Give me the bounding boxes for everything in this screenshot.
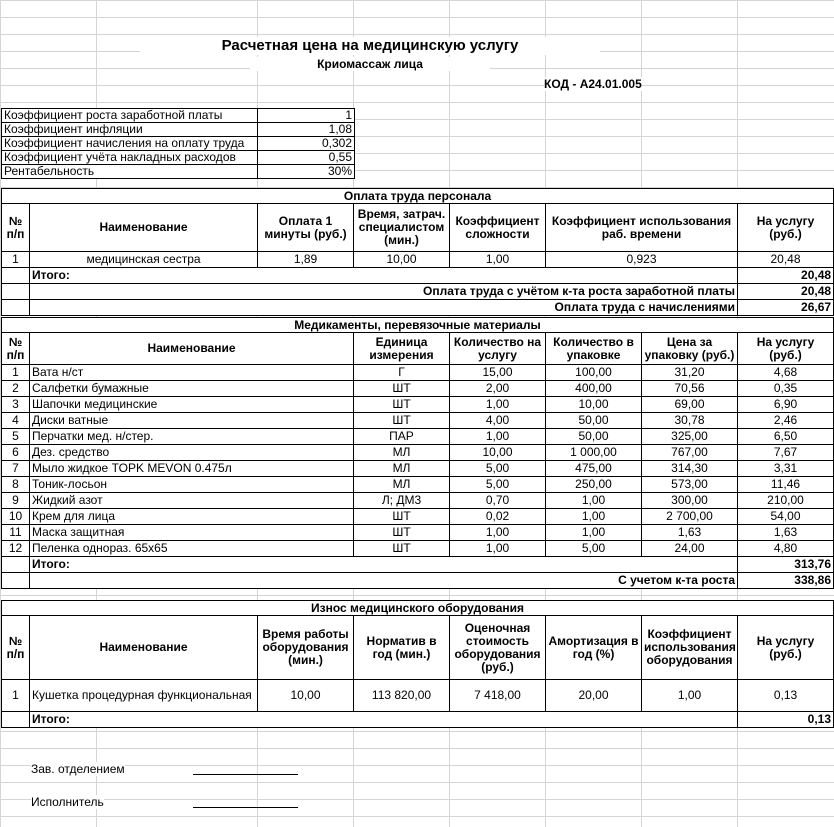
- row-pack: 1,00: [546, 525, 642, 541]
- row-number: 4: [2, 413, 30, 429]
- row-total: 3,31: [738, 461, 834, 477]
- equipment-total-label: Итого:: [30, 712, 738, 728]
- row-qty: 5,00: [450, 461, 546, 477]
- row-number: 1: [2, 252, 30, 268]
- coefficients-table: [1, 108, 355, 179]
- row-price: 573,00: [642, 477, 738, 493]
- col-number: № п/п: [2, 616, 30, 680]
- row-price: 314,30: [642, 461, 738, 477]
- row-unit: Г: [354, 365, 450, 381]
- col-name: Наименование: [30, 616, 258, 680]
- materials-total-value: 313,76: [738, 557, 834, 573]
- coef-label: Коэффициент роста заработной платы: [2, 109, 258, 123]
- col-usage: Коэффициент использования раб. времени: [546, 204, 738, 252]
- row-name: Пеленка однораз. 65х65: [30, 541, 354, 557]
- table-row: [2, 397, 834, 413]
- col-pack: Количество в упаковке: [546, 333, 642, 365]
- col-usage: Коэффициент использования оборудования: [642, 616, 738, 680]
- row-pack: 475,00: [546, 461, 642, 477]
- row-norm: 113 820,00: [354, 680, 450, 712]
- row-total: 20,48: [738, 252, 834, 268]
- row-unit: ШТ: [354, 397, 450, 413]
- row-pack: 400,00: [546, 381, 642, 397]
- col-unit: Единица измерения: [354, 333, 450, 365]
- col-cost: Оценочная стоимость оборудования (руб.): [450, 616, 546, 680]
- row-number: 12: [2, 541, 30, 557]
- row-price: 2 700,00: [642, 509, 738, 525]
- row-unit: ШТ: [354, 509, 450, 525]
- page-title: Расчетная цена на медицинскую услугу: [140, 37, 600, 55]
- row-total: 4,80: [738, 541, 834, 557]
- row-name: медицинская сестра: [30, 252, 258, 268]
- table-row: [2, 365, 834, 381]
- row-price: 300,00: [642, 493, 738, 509]
- row-rate: 1,89: [258, 252, 354, 268]
- coef-value: 0,55: [258, 151, 355, 165]
- equipment-total-value: 0,13: [738, 712, 834, 728]
- col-number: № п/п: [2, 333, 30, 365]
- row-number: 5: [2, 429, 30, 445]
- row-pack: 10,00: [546, 397, 642, 413]
- col-rate: Оплата 1 минуты (руб.): [258, 204, 354, 252]
- row-number: 8: [2, 477, 30, 493]
- coef-row: [2, 123, 355, 137]
- col-amortization: Амортизация в год (%): [546, 616, 642, 680]
- table-row: [2, 680, 834, 712]
- row-qty: 4,00: [450, 413, 546, 429]
- row-unit: МЛ: [354, 445, 450, 461]
- row-complexity: 1,00: [450, 252, 546, 268]
- col-name: Наименование: [30, 204, 258, 252]
- labor-growth-label: Оплата труда с учётом к-та роста заработной платы: [30, 284, 738, 300]
- materials-table: [1, 317, 834, 589]
- labor-section-title: Оплата труда персонала: [2, 189, 834, 204]
- row-unit: ШТ: [354, 541, 450, 557]
- table-row: [2, 541, 834, 557]
- row-unit: МЛ: [354, 477, 450, 493]
- row-total: 1,63: [738, 525, 834, 541]
- coef-row: [2, 165, 355, 179]
- coef-label: Коэффициент инфляции: [2, 123, 258, 137]
- row-name: Вата н/ст: [30, 365, 354, 381]
- col-work-time: Время работы оборудования (мин.): [258, 616, 354, 680]
- coef-value: 1: [258, 109, 355, 123]
- row-total: 0,13: [738, 680, 834, 712]
- row-total: 4,68: [738, 365, 834, 381]
- table-row: [2, 509, 834, 525]
- labor-total-value: 20,48: [738, 268, 834, 284]
- col-complexity: Коэффициент сложности: [450, 204, 546, 252]
- row-qty: 1,00: [450, 525, 546, 541]
- coef-value: 1,08: [258, 123, 355, 137]
- labor-total-label: Итого:: [30, 268, 738, 284]
- row-number: 1: [2, 680, 30, 712]
- row-total: 6,50: [738, 429, 834, 445]
- equipment-table: [1, 600, 834, 728]
- head-signature-line: [193, 774, 298, 775]
- row-unit: ШТ: [354, 525, 450, 541]
- row-work-time: 10,00: [258, 680, 354, 712]
- row-qty: 0,02: [450, 509, 546, 525]
- row-pack: 250,00: [546, 477, 642, 493]
- row-number: 1: [2, 365, 30, 381]
- table-row: [2, 525, 834, 541]
- row-name: Крем для лица: [30, 509, 354, 525]
- materials-growth-label: С учетом к-та роста: [30, 573, 738, 589]
- row-usage: 0,923: [546, 252, 738, 268]
- row-qty: 2,00: [450, 381, 546, 397]
- table-row: [2, 429, 834, 445]
- row-number: 7: [2, 461, 30, 477]
- row-name: Дез. средство: [30, 445, 354, 461]
- row-pack: 1 000,00: [546, 445, 642, 461]
- row-price: 69,00: [642, 397, 738, 413]
- row-total: 0,35: [738, 381, 834, 397]
- table-row: [2, 461, 834, 477]
- row-pack: 50,00: [546, 429, 642, 445]
- row-total: 2,46: [738, 413, 834, 429]
- service-code: КОД - А24.01.005: [544, 77, 642, 91]
- coef-label: Коэффициент начисления на оплату труда: [2, 137, 258, 151]
- row-pack: 1,00: [546, 493, 642, 509]
- executor-signature-line: [193, 807, 298, 808]
- row-price: 30,78: [642, 413, 738, 429]
- materials-growth-value: 338,86: [738, 573, 834, 589]
- coef-label: Коэффициент учёта накладных расходов: [2, 151, 258, 165]
- row-name: Перчатки мед. н/стер.: [30, 429, 354, 445]
- service-name: Криомассаж лица: [250, 57, 490, 71]
- row-number: 11: [2, 525, 30, 541]
- labor-table: [1, 188, 834, 316]
- row-qty: 15,00: [450, 365, 546, 381]
- row-name: Шапочки медицинские: [30, 397, 354, 413]
- materials-section-title: Медикаменты, перевязочные материалы: [2, 318, 834, 333]
- coef-row: [2, 151, 355, 165]
- col-qty: Количество на услугу: [450, 333, 546, 365]
- row-qty: 1,00: [450, 397, 546, 413]
- row-total: 54,00: [738, 509, 834, 525]
- col-norm: Норматив в год (мин.): [354, 616, 450, 680]
- row-pack: 50,00: [546, 413, 642, 429]
- table-row: [2, 413, 834, 429]
- col-time: Время, затрач. специалистом (мин.): [354, 204, 450, 252]
- row-qty: 10,00: [450, 445, 546, 461]
- row-price: 1,63: [642, 525, 738, 541]
- materials-total-label: Итого:: [30, 557, 738, 573]
- row-price: 767,00: [642, 445, 738, 461]
- row-number: 10: [2, 509, 30, 525]
- row-price: 31,20: [642, 365, 738, 381]
- row-price: 24,00: [642, 541, 738, 557]
- coef-row: [2, 109, 355, 123]
- row-qty: 1,00: [450, 429, 546, 445]
- row-unit: ШТ: [354, 413, 450, 429]
- coef-value: 30%: [258, 165, 355, 179]
- table-row: [2, 252, 834, 268]
- row-cost: 7 418,00: [450, 680, 546, 712]
- labor-accrual-value: 26,67: [738, 300, 834, 316]
- row-total: 11,46: [738, 477, 834, 493]
- col-price: Цена за упаковку (руб.): [642, 333, 738, 365]
- row-pack: 5,00: [546, 541, 642, 557]
- coef-label: Рентабельность: [2, 165, 258, 179]
- table-row: [2, 445, 834, 461]
- row-pack: 1,00: [546, 509, 642, 525]
- row-name: Кушетка процедурная функциональная: [30, 680, 258, 712]
- row-name: Салфетки бумажные: [30, 381, 354, 397]
- row-pack: 100,00: [546, 365, 642, 381]
- row-unit: ШТ: [354, 381, 450, 397]
- table-row: [2, 381, 834, 397]
- row-unit: ПАР: [354, 429, 450, 445]
- coef-row: [2, 137, 355, 151]
- row-usage: 1,00: [642, 680, 738, 712]
- row-amortization: 20,00: [546, 680, 642, 712]
- col-name: Наименование: [30, 333, 354, 365]
- equipment-section-title: Износ медицинского оборудования: [2, 601, 834, 616]
- labor-accrual-label: Оплата труда с начислениями: [30, 300, 738, 316]
- row-name: Тоник-лосьон: [30, 477, 354, 493]
- row-price: 325,00: [642, 429, 738, 445]
- row-qty: 1,00: [450, 541, 546, 557]
- row-number: 9: [2, 493, 30, 509]
- row-unit: Л; ДМ3: [354, 493, 450, 509]
- row-name: Маска защитная: [30, 525, 354, 541]
- table-row: [2, 477, 834, 493]
- row-name: Жидкий азот: [30, 493, 354, 509]
- labor-growth-value: 20,48: [738, 284, 834, 300]
- executor-signature-label: Исполнитель: [31, 795, 104, 809]
- row-time: 10,00: [354, 252, 450, 268]
- row-total: 7,67: [738, 445, 834, 461]
- row-name: Мыло жидкое TOPK MEVON 0.475л: [30, 461, 354, 477]
- coef-value: 0,302: [258, 137, 355, 151]
- row-qty: 5,00: [450, 477, 546, 493]
- row-number: 2: [2, 381, 30, 397]
- row-unit: МЛ: [354, 461, 450, 477]
- row-name: Диски ватные: [30, 413, 354, 429]
- head-signature-label: Зав. отделением: [31, 762, 125, 776]
- row-number: 3: [2, 397, 30, 413]
- col-total: На услугу (руб.): [738, 616, 834, 680]
- row-total: 6,90: [738, 397, 834, 413]
- row-price: 70,56: [642, 381, 738, 397]
- col-total: На услугу (руб.): [738, 333, 834, 365]
- table-row: [2, 493, 834, 509]
- col-number: № п/п: [2, 204, 30, 252]
- col-total: На услугу (руб.): [738, 204, 834, 252]
- row-qty: 0,70: [450, 493, 546, 509]
- row-total: 210,00: [738, 493, 834, 509]
- row-number: 6: [2, 445, 30, 461]
